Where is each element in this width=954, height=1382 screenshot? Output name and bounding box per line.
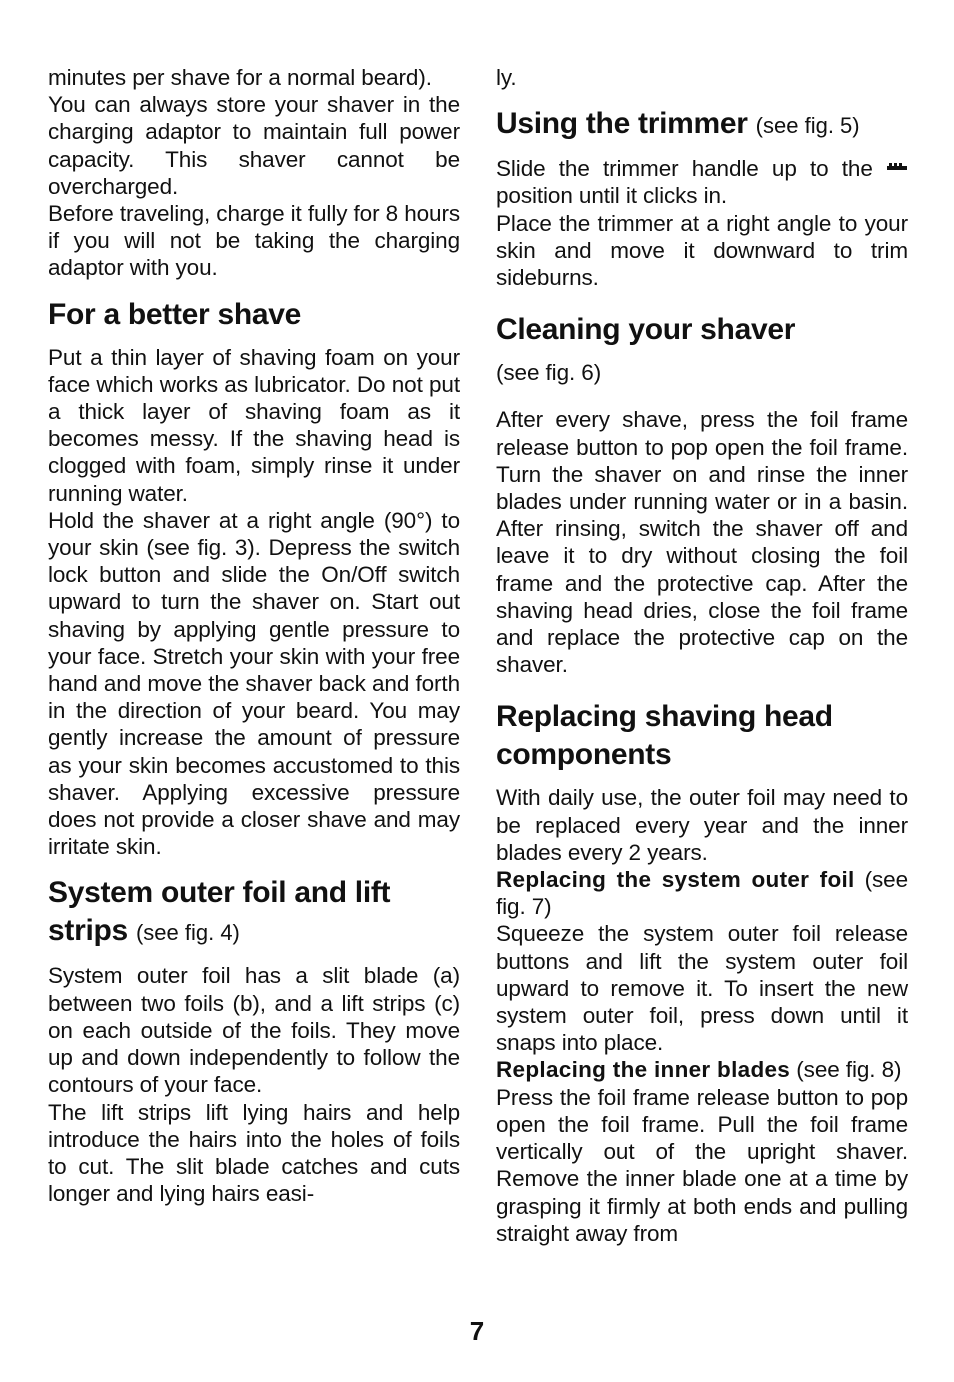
better-shave-paragraph-2: Hold the shaver at a right angle (90°) to your skin (see fig. 3). Depress the switch lock button and slide the On/Off switch upward to turn the shaver on. Start out shaving by applying gentle pressure to your face. Stretch your skin with your free hand and move the shaver back and forth in the direction of your beard. You may gently increase the amount of pressure as your skin becomes accustomed to this shaver. Applying excessive pressure does not provide a closer shave and may irritate skin.	[48, 507, 460, 860]
inner-blades-subheading-ref: (see fig. 8)	[796, 1057, 902, 1083]
intro-paragraph-3: Before traveling, charge it fully for 8 hours if you will not be taking the charging adaptor with you.	[48, 201, 460, 281]
intro-paragraph-2: You can always store your shaver in the charging adaptor to maintain full power capacity. This shaver cannot be overcharged.	[48, 92, 460, 199]
heading-outer-foil	[48, 874, 460, 952]
outer-foil-subheading-ref: (see fig. 7)	[496, 867, 909, 920]
heading-trimmer-ref: (see fig. 5)	[755, 113, 860, 139]
trimmer-paragraph-1-end: position until it clicks in.	[496, 183, 728, 209]
replacing-paragraph: With daily use, the outer foil may need to be replaced every year and the inner blades every 2 years.	[496, 785, 908, 865]
trimmer-paragraph-1	[496, 155, 908, 209]
outer-foil-replace-paragraph: Squeeze the system outer foil release buttons and lift the system outer foil upward to remove it. To insert the new system outer foil, press down until it snaps into place.	[496, 921, 908, 1056]
heading-outer-foil-ref: (see fig. 4)	[135, 920, 240, 946]
page-number: 7	[469, 1316, 485, 1346]
heading-outer-foil-text: System outer foil and lift strips	[48, 876, 391, 948]
outer-foil-paragraph-2: The lift strips lift lying hairs and help introduce the hairs into the holes of foils to cut. The slit blade catches and cuts longer and lying hairs easi-	[48, 1099, 460, 1207]
heading-cleaning: Cleaning your shaver	[496, 313, 796, 347]
heading-trimmer	[496, 105, 908, 145]
trimmer-paragraph-1-start: Slide the trimmer handle up to the	[496, 156, 873, 182]
heading-better-shave: For a better shave	[48, 297, 302, 331]
outer-foil-subheading-line	[496, 866, 908, 920]
outer-foil-subheading: Replacing the system outer foil	[496, 867, 855, 893]
continuation-text: ly.	[496, 65, 517, 90]
outer-foil-paragraph-1: System outer foil has a slit blade (a) between two foils (b), and a lift strips (c) on each outside of the foils. They move up and down independently to follow the contours of your face.	[48, 963, 460, 1098]
heading-trimmer-text: Using the trimmer	[496, 107, 748, 141]
cleaning-paragraph: After every shave, press the foil frame release button to pop open the foil frame. Turn the shaver on and rinse the inner blades under running water or in a basin. After rinsing, switch the shaver off and leave it to dry without closing the foil frame and the protective cap. After the shaving head dries, close the foil frame and replace the protective cap on the shaver.	[496, 407, 908, 678]
intro-paragraph-1: minutes per shave for a normal beard).	[48, 65, 432, 90]
better-shave-paragraph-1: Put a thin layer of shaving foam on your face which works as lubricator. Do not put a thick layer of shaving foam as it becomes messy. If the shaving head is clogged with foam, simply rinse it under running water.	[48, 344, 460, 506]
heading-replacing-components: Replacing shaving head components	[496, 700, 833, 772]
right-column	[496, 64, 908, 1247]
trimmer-paragraph-2: Place the trimmer at a right angle to your skin and move it downward to trim sideburns.	[496, 210, 908, 291]
trimmer-position-icon	[886, 162, 908, 174]
inner-blades-paragraph: Press the foil frame release button to pop open the foil frame. Pull the foil frame vertically out of the upright shaver. Remove the inner blade one at a time by grasping it firmly at both ends and pulling straight away from	[496, 1084, 908, 1246]
cleaning-figure-ref: (see fig. 6)	[496, 360, 602, 386]
left-column	[48, 64, 460, 1207]
inner-blades-subheading: Replacing the inner blades	[496, 1057, 791, 1083]
inner-blades-subheading-line	[496, 1056, 908, 1083]
